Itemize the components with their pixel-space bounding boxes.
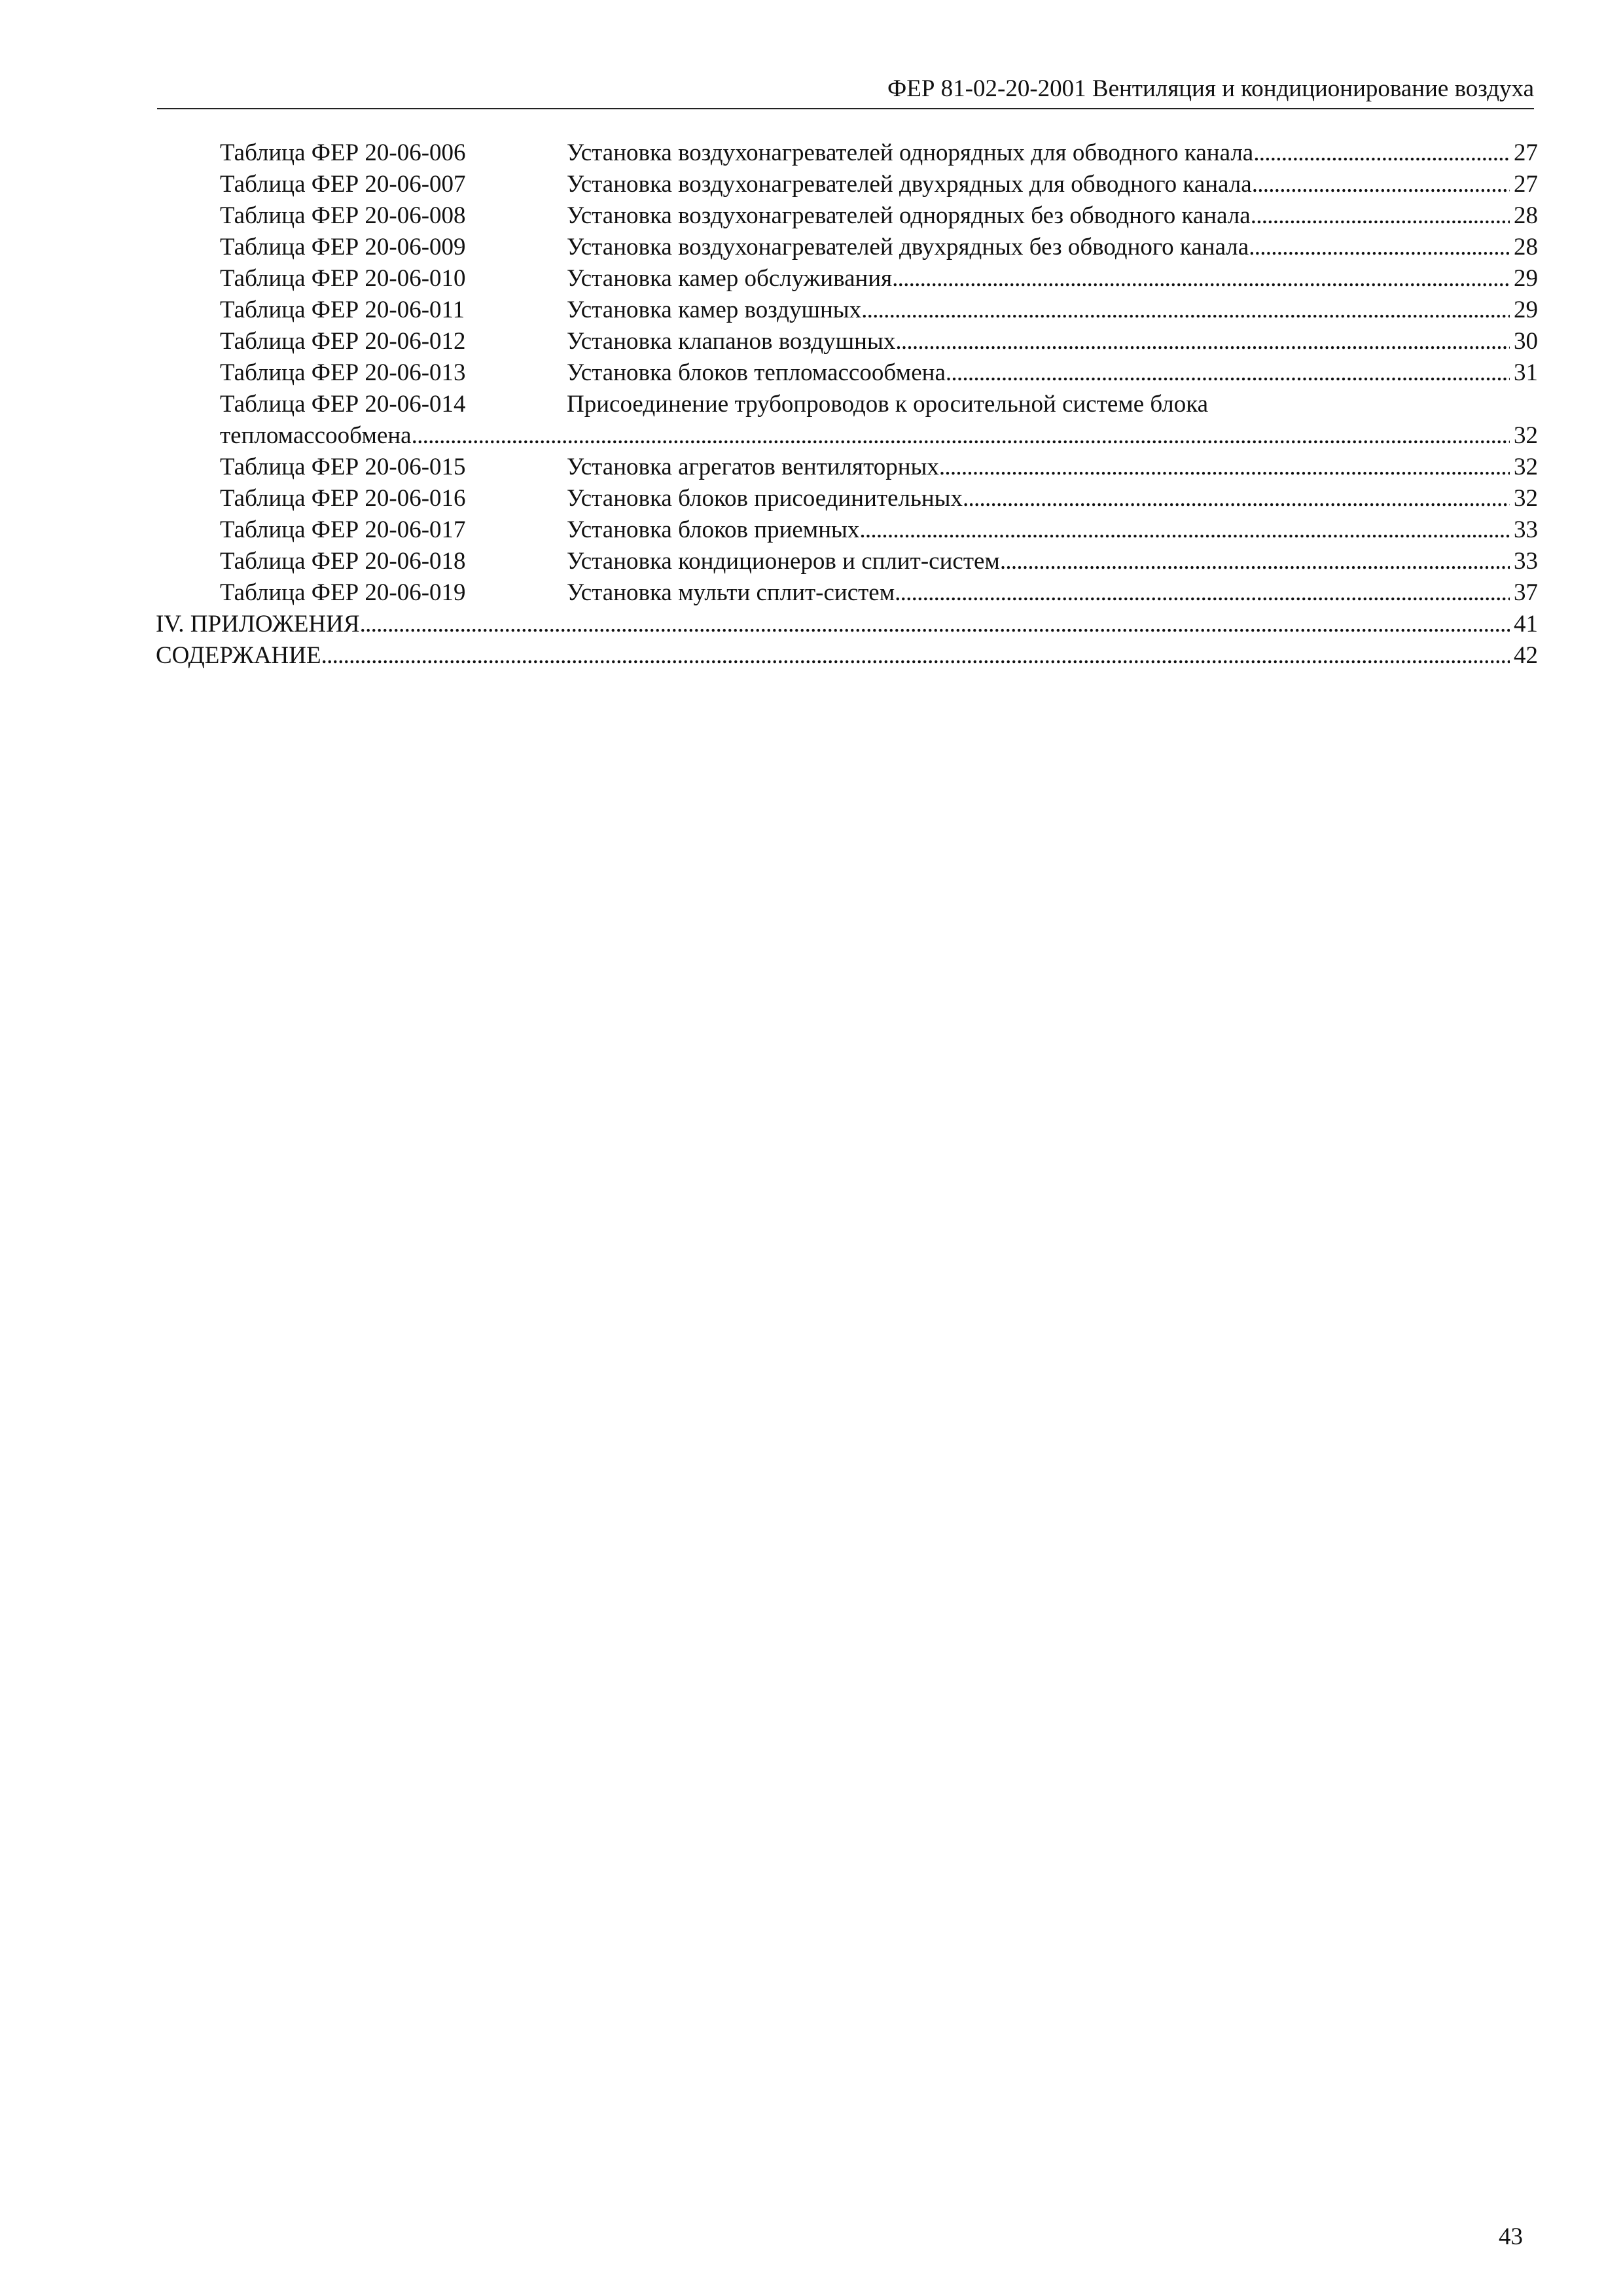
dot-leader bbox=[1000, 546, 1510, 577]
dot-leader bbox=[1253, 137, 1510, 169]
toc-section[interactable] bbox=[156, 640, 1538, 672]
toc-entry-page: 33 bbox=[1514, 516, 1538, 543]
toc-entry-title: Установка камер обслуживания bbox=[567, 265, 893, 292]
toc-entry-page: 29 bbox=[1514, 296, 1538, 323]
toc-entry[interactable] bbox=[156, 295, 1538, 326]
toc-entry[interactable] bbox=[156, 200, 1538, 232]
toc-entry-page: 28 bbox=[1514, 202, 1538, 229]
toc-entry-page: 29 bbox=[1514, 265, 1538, 292]
toc-entry-page: 30 bbox=[1514, 328, 1538, 355]
dot-leader bbox=[963, 483, 1510, 514]
dot-leader bbox=[859, 514, 1510, 546]
toc-entry-title: Установка кондиционеров и сплит-систем bbox=[567, 548, 1000, 575]
toc-entry[interactable] bbox=[156, 389, 1538, 420]
toc-entry[interactable] bbox=[156, 452, 1538, 483]
toc-entry-code: Таблица ФЕР 20-06-009 bbox=[220, 234, 466, 260]
toc-entry-code: Таблица ФЕР 20-06-012 bbox=[220, 328, 466, 355]
toc-entry-title: Установка агрегатов вентиляторных bbox=[567, 454, 939, 480]
toc-entry-code: Таблица ФЕР 20-06-006 bbox=[220, 139, 466, 166]
toc-entry[interactable] bbox=[156, 514, 1538, 546]
toc-entry-title: Установка воздухонагревателей двухрядных без обводного канала bbox=[567, 234, 1249, 260]
dot-leader bbox=[861, 295, 1510, 326]
toc-entry-code: Таблица ФЕР 20-06-010 bbox=[220, 265, 466, 292]
toc-entry[interactable] bbox=[156, 483, 1538, 514]
toc-entry[interactable] bbox=[156, 577, 1538, 609]
dot-leader bbox=[939, 452, 1510, 483]
toc-entry-title: Установка воздухонагревателей однорядных для обводного канала bbox=[567, 139, 1254, 166]
dot-leader bbox=[895, 577, 1510, 609]
toc-entry[interactable] bbox=[156, 326, 1538, 357]
toc-entry[interactable] bbox=[156, 546, 1538, 577]
toc-entry-code: Таблица ФЕР 20-06-016 bbox=[220, 485, 466, 512]
toc-entry-title: Установка клапанов воздушных bbox=[567, 328, 896, 355]
toc-entry-title: Установка блоков тепломассообмена bbox=[567, 359, 946, 386]
toc-entry-page: 27 bbox=[1514, 139, 1538, 166]
toc-entry-page: 32 bbox=[1514, 422, 1538, 449]
toc-entry[interactable] bbox=[156, 232, 1538, 263]
toc-entry[interactable] bbox=[156, 263, 1538, 295]
toc-entry-code: Таблица ФЕР 20-06-011 bbox=[220, 296, 465, 323]
table-of-contents bbox=[156, 137, 1538, 672]
toc-entry-code: Таблица ФЕР 20-06-017 bbox=[220, 516, 466, 543]
toc-section-title: IV. ПРИЛОЖЕНИЯ bbox=[156, 611, 360, 637]
dot-leader bbox=[1251, 200, 1510, 232]
dot-leader bbox=[946, 357, 1510, 389]
toc-entry-page: 33 bbox=[1514, 548, 1538, 575]
toc-entry-title: Установка блоков присоединительных bbox=[567, 485, 963, 512]
toc-section-title: СОДЕРЖАНИЕ bbox=[156, 642, 321, 669]
toc-entry-code: Таблица ФЕР 20-06-014 bbox=[220, 391, 466, 418]
running-header: ФЕР 81-02-20-2001 Вентиляция и кондиционирование воздуха bbox=[887, 75, 1534, 102]
toc-entry-title: Установка воздухонагревателей однорядных без обводного канала bbox=[567, 202, 1251, 229]
toc-entry-continuation[interactable] bbox=[156, 420, 1538, 452]
toc-entry-code: Таблица ФЕР 20-06-007 bbox=[220, 171, 466, 198]
toc-entry-title: Установка блоков приемных bbox=[567, 516, 860, 543]
toc-entry-page: 37 bbox=[1514, 579, 1538, 606]
toc-entry-code: Таблица ФЕР 20-06-018 bbox=[220, 548, 466, 575]
dot-leader bbox=[1252, 169, 1510, 200]
toc-entry-title: Присоединение трубопроводов к оросительной системе блока bbox=[567, 391, 1209, 418]
toc-entry-code: Таблица ФЕР 20-06-013 bbox=[220, 359, 466, 386]
dot-leader bbox=[360, 609, 1510, 640]
toc-entry-code: Таблица ФЕР 20-06-019 bbox=[220, 579, 466, 606]
toc-entry-title: Установка воздухонагревателей двухрядных для обводного канала bbox=[567, 171, 1252, 198]
toc-entry[interactable] bbox=[156, 169, 1538, 200]
dot-leader bbox=[895, 326, 1510, 357]
toc-entry-title: Установка камер воздушных bbox=[567, 296, 862, 323]
page-number: 43 bbox=[1499, 2223, 1523, 2250]
toc-entry-page: 32 bbox=[1514, 485, 1538, 512]
toc-entry-code: Таблица ФЕР 20-06-008 bbox=[220, 202, 466, 229]
toc-entry-page: 28 bbox=[1514, 234, 1538, 260]
dot-leader bbox=[321, 640, 1510, 672]
toc-section[interactable] bbox=[156, 609, 1538, 640]
dot-leader bbox=[412, 420, 1510, 452]
toc-entry-title-continuation: тепломассообмена bbox=[220, 422, 412, 449]
toc-entry-title: Установка мульти сплит-систем bbox=[567, 579, 895, 606]
dot-leader bbox=[892, 263, 1510, 295]
toc-entry[interactable] bbox=[156, 137, 1538, 169]
toc-entry[interactable] bbox=[156, 357, 1538, 389]
toc-section-page: 41 bbox=[1514, 611, 1538, 637]
toc-entry-page: 31 bbox=[1514, 359, 1538, 386]
toc-entry-page: 32 bbox=[1514, 454, 1538, 480]
toc-entry-code: Таблица ФЕР 20-06-015 bbox=[220, 454, 466, 480]
toc-section-page: 42 bbox=[1514, 642, 1538, 669]
toc-entry-page: 27 bbox=[1514, 171, 1538, 198]
header-divider bbox=[157, 108, 1534, 109]
dot-leader bbox=[1249, 232, 1510, 263]
